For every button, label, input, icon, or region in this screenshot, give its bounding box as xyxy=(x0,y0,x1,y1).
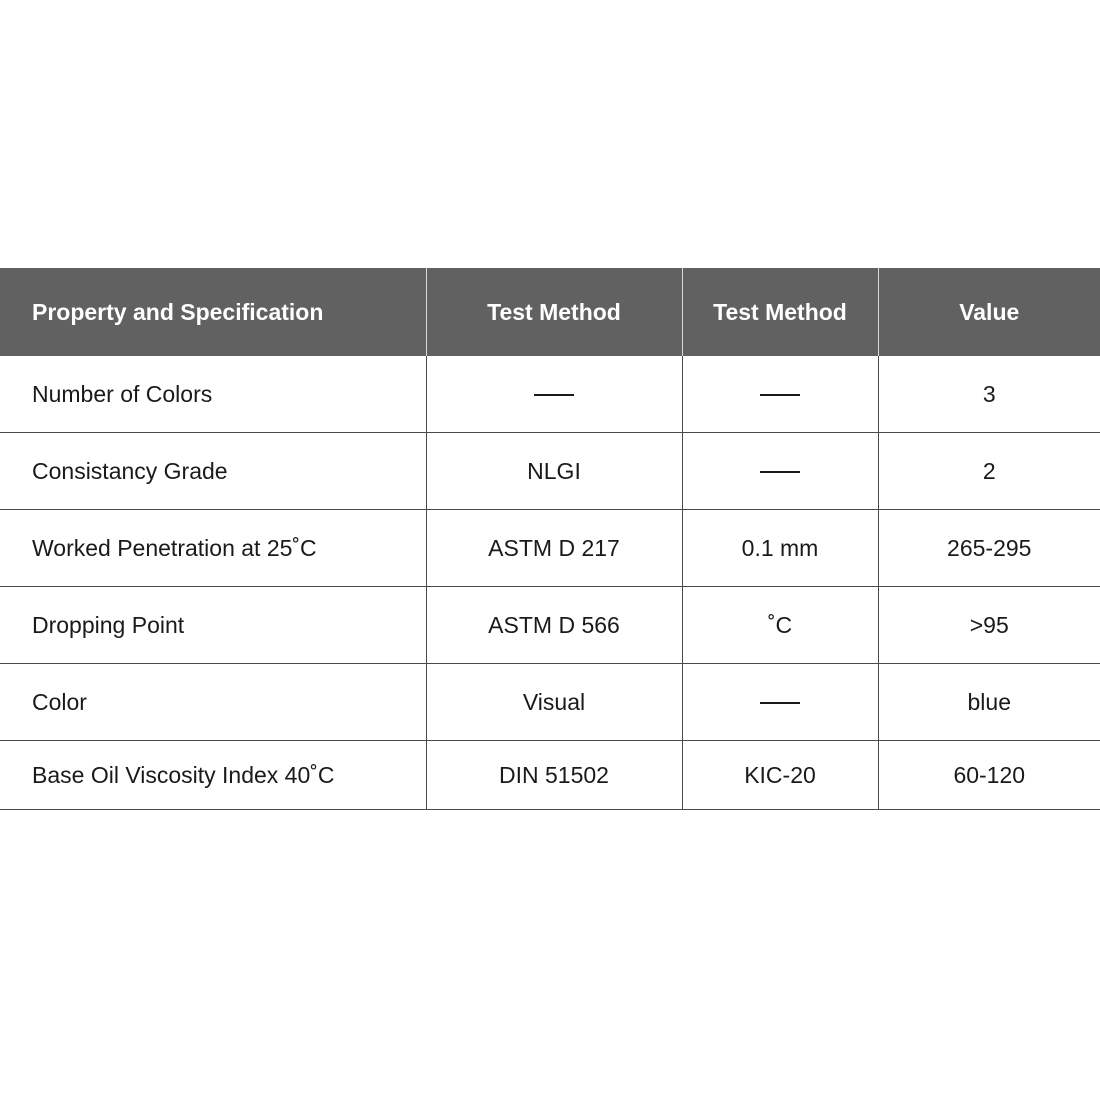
cell-property: Color xyxy=(0,664,426,741)
dash-icon xyxy=(760,471,800,473)
cell-value: 60-120 xyxy=(878,741,1100,810)
header-property: Property and Specification xyxy=(0,268,426,356)
cell-test-method-2: KIC-20 xyxy=(682,741,878,810)
cell-property: Worked Penetration at 25˚C xyxy=(0,510,426,587)
cell-property: Consistancy Grade xyxy=(0,433,426,510)
header-test-method: Test Method xyxy=(426,268,682,356)
cell-test-method: DIN 51502 xyxy=(426,741,682,810)
dash-icon xyxy=(760,394,800,396)
cell-property: Number of Colors xyxy=(0,356,426,433)
cell-value: 3 xyxy=(878,356,1100,433)
header-value: Value xyxy=(878,268,1100,356)
cell-property: Base Oil Viscosity Index 40˚C xyxy=(0,741,426,810)
cell-test-method: ASTM D 566 xyxy=(426,587,682,664)
cell-property: Dropping Point xyxy=(0,587,426,664)
cell-test-method-2 xyxy=(682,433,878,510)
header-test-method-2: Test Method xyxy=(682,268,878,356)
table-body xyxy=(0,356,1100,810)
cell-test-method: NLGI xyxy=(426,433,682,510)
cell-test-method-2: 0.1 mm xyxy=(682,510,878,587)
header-row xyxy=(0,268,1100,356)
cell-test-method-2 xyxy=(682,356,878,433)
cell-value: >95 xyxy=(878,587,1100,664)
cell-value: 2 xyxy=(878,433,1100,510)
table-row xyxy=(0,433,1100,510)
table-row xyxy=(0,664,1100,741)
dash-icon xyxy=(534,394,574,396)
table-row xyxy=(0,356,1100,433)
cell-test-method-2 xyxy=(682,664,878,741)
spec-table xyxy=(0,268,1100,810)
cell-value: blue xyxy=(878,664,1100,741)
cell-test-method xyxy=(426,356,682,433)
table-header xyxy=(0,268,1100,356)
cell-test-method: ASTM D 217 xyxy=(426,510,682,587)
cell-value: 265-295 xyxy=(878,510,1100,587)
cell-test-method: Visual xyxy=(426,664,682,741)
table-row xyxy=(0,510,1100,587)
table-row xyxy=(0,741,1100,810)
cell-test-method-2: ˚C xyxy=(682,587,878,664)
table-row xyxy=(0,587,1100,664)
dash-icon xyxy=(760,702,800,704)
